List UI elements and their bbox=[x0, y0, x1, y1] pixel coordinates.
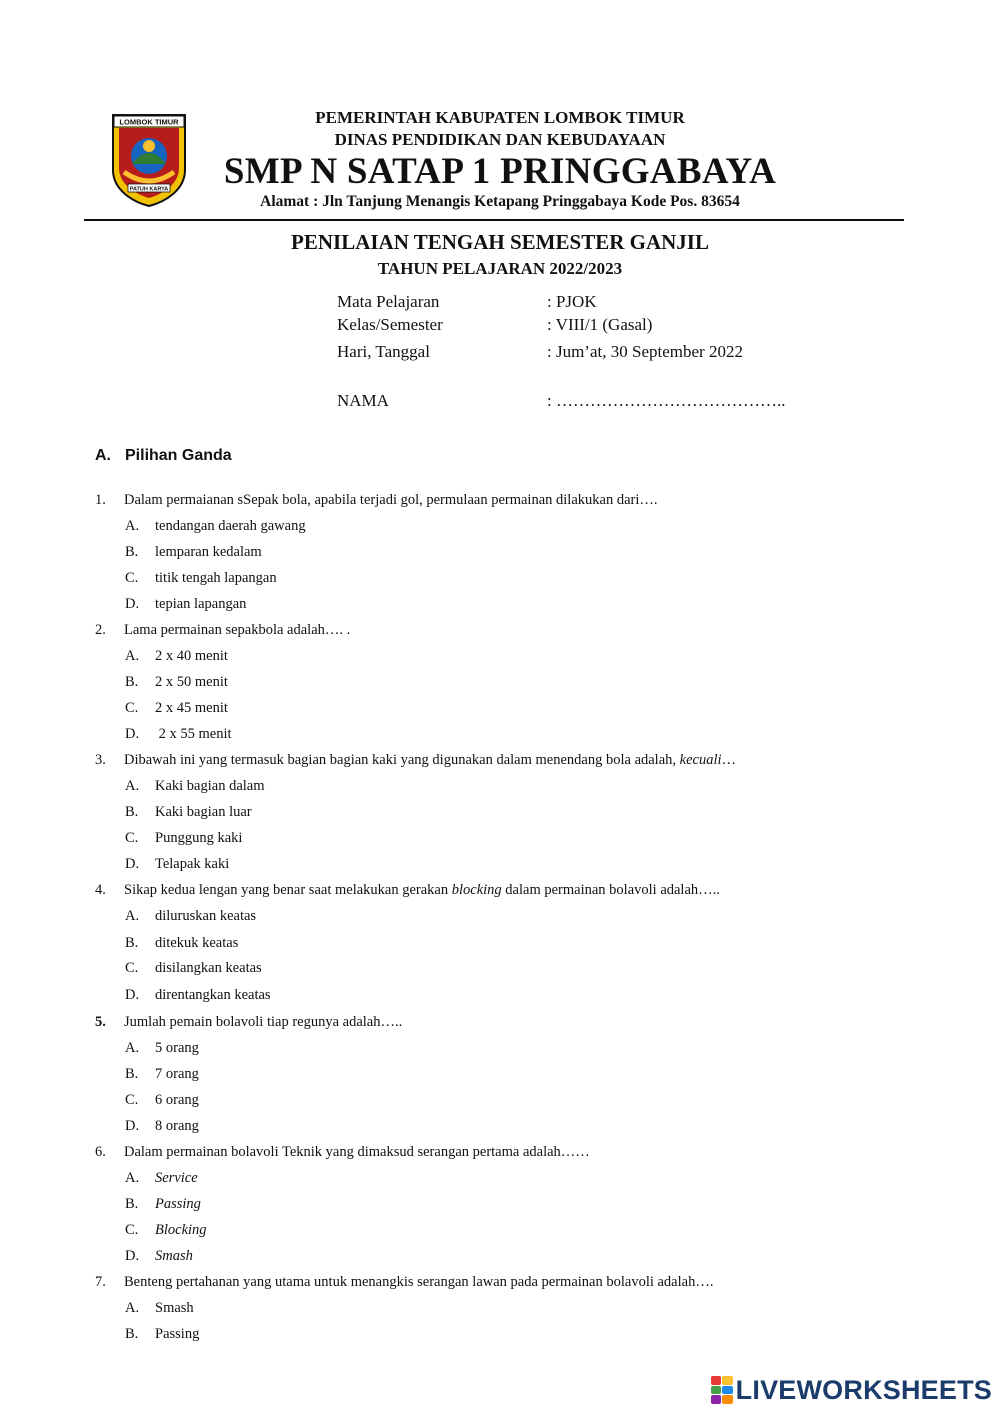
option-letter: D. bbox=[125, 1248, 140, 1264]
section-heading bbox=[95, 447, 232, 465]
question-text bbox=[124, 882, 720, 899]
option-letter: A. bbox=[125, 1170, 140, 1186]
option-text: diluruskan keatas bbox=[155, 908, 257, 924]
option-letter: C. bbox=[125, 570, 139, 586]
option-text: 7 orang bbox=[155, 1066, 199, 1082]
option-text: Blocking bbox=[155, 1222, 207, 1238]
section-letter: A. bbox=[95, 447, 111, 464]
question-emphasis: kecuali bbox=[679, 752, 722, 768]
option-letter: B. bbox=[125, 1196, 139, 1212]
info-value: : VIII/1 (Gasal) bbox=[547, 315, 653, 334]
option-text: Passing bbox=[155, 1326, 200, 1342]
option-letter: B. bbox=[125, 804, 139, 820]
option-letter: A. bbox=[125, 1300, 140, 1316]
option-letter: C. bbox=[125, 700, 139, 716]
question-number: 1. bbox=[95, 492, 106, 508]
option-text: 2 x 50 menit bbox=[155, 674, 228, 690]
option-text: Passing bbox=[155, 1196, 201, 1212]
question-emphasis: blocking bbox=[451, 882, 502, 898]
question-text-part: dalam permainan bolavoli adalah….. bbox=[501, 882, 720, 898]
liveworksheets-icon bbox=[711, 1376, 733, 1404]
header-department: DINAS PENDIDIKAN DAN KEBUDAYAAN bbox=[334, 130, 666, 149]
option-letter: A. bbox=[125, 908, 140, 924]
option-letter: B. bbox=[125, 544, 139, 560]
header-divider bbox=[84, 219, 904, 221]
option-letter: B. bbox=[125, 674, 139, 690]
option-text: tendangan daerah gawang bbox=[155, 518, 306, 534]
option-letter: A. bbox=[125, 1040, 140, 1056]
option-text: Service bbox=[155, 1170, 198, 1186]
option-letter: D. bbox=[125, 1118, 140, 1134]
option-letter: B. bbox=[125, 935, 139, 951]
option-text: 8 orang bbox=[155, 1118, 199, 1134]
info-label: Hari, Tanggal bbox=[337, 342, 430, 361]
option-text: tepian lapangan bbox=[155, 596, 247, 612]
option-letter: C. bbox=[125, 960, 139, 976]
question-number: 5. bbox=[95, 1014, 106, 1030]
info-label: Mata Pelajaran bbox=[337, 292, 440, 311]
question-text: Lama permainan sepakbola adalah…. . bbox=[124, 622, 351, 638]
section-title: Pilihan Ganda bbox=[125, 447, 232, 464]
question-text-part: … bbox=[721, 752, 737, 768]
question-text: Dalam permaianan sSepak bola, apabila terjadi gol, permulaan permainan dilakukan dari…. bbox=[124, 492, 658, 508]
option-text: Punggung kaki bbox=[155, 830, 243, 846]
option-letter: D. bbox=[125, 987, 140, 1003]
school-address: Alamat : Jln Tanjung Menangis Ketapang Pringgabaya Kode Pos. 83654 bbox=[260, 193, 740, 210]
option-text: 2 x 45 menit bbox=[155, 700, 228, 716]
logo-bottom-text: PATUH KARYA bbox=[129, 186, 169, 193]
logo-top-text: LOMBOK TIMUR bbox=[119, 117, 179, 127]
option-letter: C. bbox=[125, 830, 139, 846]
option-letter: A. bbox=[125, 648, 140, 664]
question-text bbox=[124, 752, 736, 769]
info-label: Kelas/Semester bbox=[337, 315, 443, 334]
option-letter: C. bbox=[125, 1222, 139, 1238]
option-letter: C. bbox=[125, 1092, 139, 1108]
option-text: disilangkan keatas bbox=[155, 960, 262, 976]
option-text: titik tengah lapangan bbox=[155, 570, 277, 586]
info-value: : Jum’at, 30 September 2022 bbox=[547, 342, 743, 361]
question-number: 7. bbox=[95, 1274, 106, 1290]
option-text: Kaki bagian dalam bbox=[155, 778, 265, 794]
question-number: 6. bbox=[95, 1144, 106, 1160]
question-number: 3. bbox=[95, 752, 106, 768]
option-text: 5 orang bbox=[155, 1040, 199, 1056]
option-text: Smash bbox=[155, 1300, 194, 1316]
option-text: Kaki bagian luar bbox=[155, 804, 252, 820]
option-text: 6 orang bbox=[155, 1092, 199, 1108]
school-name: SMP N SATAP 1 PRINGGABAYA bbox=[223, 151, 777, 192]
info-value: : PJOK bbox=[547, 292, 597, 311]
option-letter: D. bbox=[125, 596, 140, 612]
liveworksheets-brand: LIVEWORKSHEETS bbox=[735, 1374, 992, 1405]
header-government: PEMERINTAH KABUPATEN LOMBOK TIMUR bbox=[315, 108, 685, 127]
liveworksheets-logo[interactable] bbox=[711, 1373, 992, 1407]
name-label: NAMA bbox=[337, 391, 389, 410]
option-text: direntangkan keatas bbox=[155, 987, 271, 1003]
question-number: 4. bbox=[95, 882, 106, 898]
option-letter: B. bbox=[125, 1326, 139, 1342]
option-letter: D. bbox=[125, 856, 140, 872]
name-field[interactable]: : ………………………………….. bbox=[547, 391, 786, 410]
question-text: Jumlah pemain bolavoli tiap regunya adalah….. bbox=[124, 1014, 403, 1030]
exam-year: TAHUN PELAJARAN 2022/2023 bbox=[377, 259, 623, 278]
option-letter: B. bbox=[125, 1066, 139, 1082]
option-text: ditekuk keatas bbox=[155, 935, 239, 951]
question-text-part: Sikap kedua lengan yang benar saat melakukan gerakan bbox=[124, 882, 452, 898]
question-number: 2. bbox=[95, 622, 106, 638]
option-text: Telapak kaki bbox=[155, 856, 230, 872]
question-text-part: Dibawah ini yang termasuk bagian bagian kaki yang digunakan dalam menendang bola adalah, bbox=[124, 752, 680, 768]
question-text: Dalam permainan bolavoli Teknik yang dimaksud serangan pertama adalah…… bbox=[124, 1144, 590, 1160]
option-letter: A. bbox=[125, 518, 140, 534]
option-text: 2 x 55 menit bbox=[155, 726, 232, 742]
option-text: lemparan kedalam bbox=[155, 544, 262, 560]
exam-title: PENILAIAN TENGAH SEMESTER GANJIL bbox=[291, 230, 709, 254]
option-text: 2 x 40 menit bbox=[155, 648, 228, 664]
question-text: Benteng pertahanan yang utama untuk menangkis serangan lawan pada permainan bolavoli adalah…. bbox=[124, 1274, 714, 1290]
option-letter: A. bbox=[125, 778, 140, 794]
option-letter: D. bbox=[125, 726, 140, 742]
option-text: Smash bbox=[155, 1248, 193, 1264]
